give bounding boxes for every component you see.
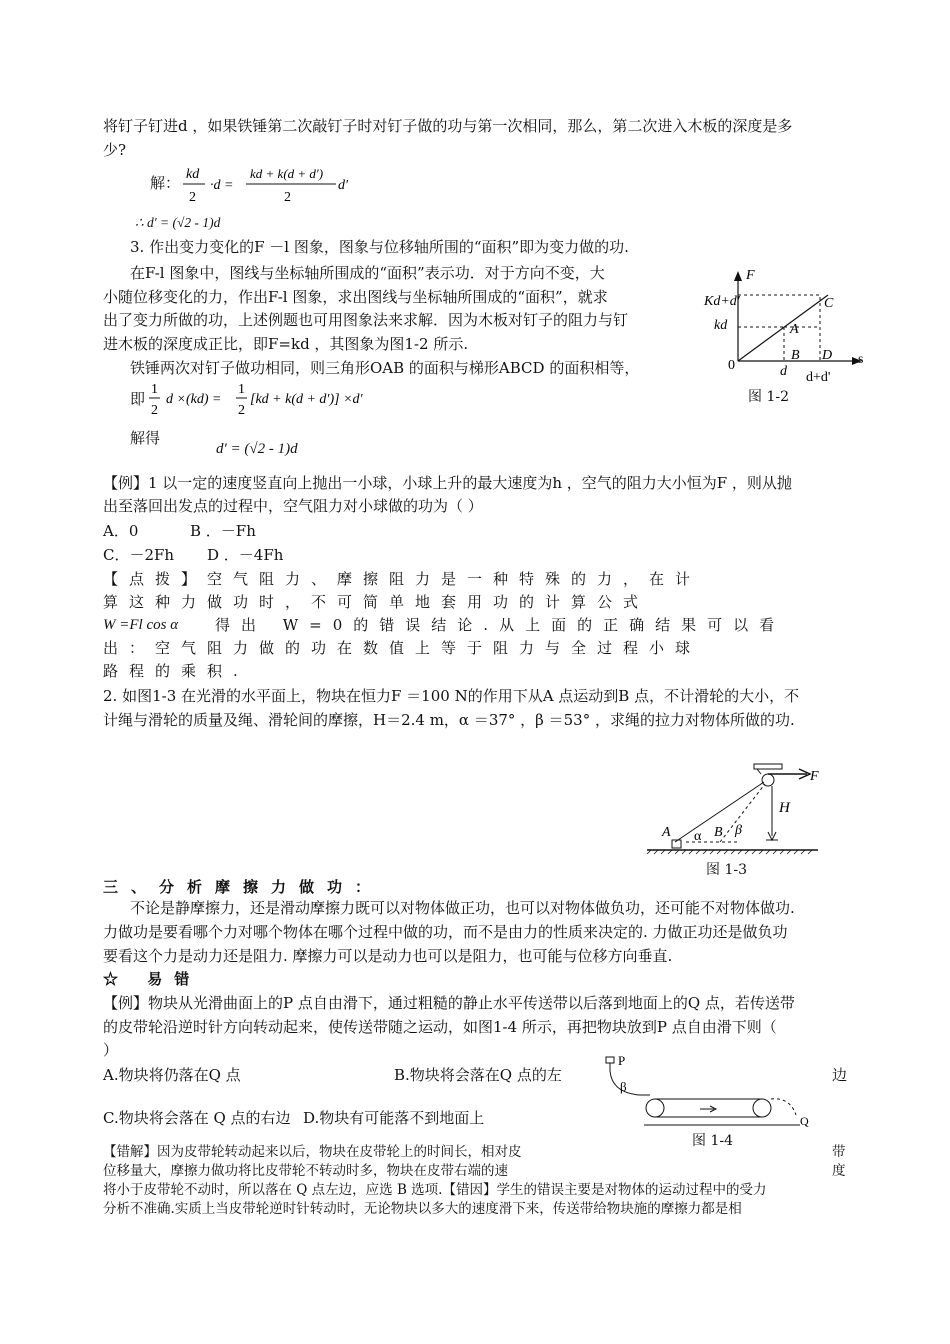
example-line: 计绳与滑轮的质量及绳、滑轮间的摩擦，H＝2.4 m，α ＝37° ，β ＝53° ，求绳的拉力对物体所做的功. — [103, 711, 795, 729]
fig13-beta: β — [735, 823, 742, 838]
figure-1-3-caption: 图 1-3 — [706, 862, 747, 878]
example-line: 出至落回出发点的过程中，空气阻力对小球做的功为（ ） — [103, 497, 483, 515]
error-line: 位移量大，摩擦力做功将比皮带轮不转动时多，物块在皮带右端的速 — [103, 1163, 508, 1179]
svg-text:d′: d′ — [338, 178, 349, 193]
error-line-tail: 带 — [832, 1144, 846, 1160]
problem-text-line: 将钉子钉进d ，如果铁锤第二次敲钉子时对钉子做的功与第一次相同，那么，第二次进入木板的深度是多 — [103, 117, 793, 135]
paragraph-line: 出了变力所做的功，上述例题也可用图象法来求解．因为木板对钉子的阻力与钉 — [103, 311, 629, 329]
svg-text:2: 2 — [238, 403, 245, 418]
svg-text:1: 1 — [151, 382, 158, 397]
svg-text:kd + k(d + d′): kd + k(d + d′) — [250, 166, 324, 181]
svg-text:2: 2 — [189, 190, 196, 205]
option-c: C．－2Fh — [103, 546, 175, 564]
fig13-B: B — [714, 825, 723, 840]
paragraph-line: 在F-l 图象中，图线与坐标轴所围成的“面积”表示功．对于方向不变，大 — [130, 264, 605, 282]
svg-text:[kd + k(d + d′)] ×d′: [kd + k(d + d′)] ×d′ — [250, 392, 363, 407]
solution-label: 解： — [150, 174, 181, 192]
svg-text:1: 1 — [238, 382, 245, 397]
fig14-Q: Q — [800, 1114, 809, 1128]
example-line: 的皮带轮沿逆时针方向转动起来，使传送带随之运动，如图1-4 所示，再把物块放到P 点自由滑下则（ — [103, 1018, 777, 1036]
tip-line: 路程的乘积. — [103, 662, 249, 680]
section-heading: 三、分析摩擦力做功： — [103, 878, 384, 896]
fig12-kd: kd — [714, 318, 728, 333]
tip-line: 得出 W=0的错误结论.从上面的正确结果可以看 — [215, 616, 786, 634]
example-line: 【例】物块从光滑曲面上的P 点自由滑下，通过粗糙的静止水平传送带以后落到地面上的Q 点，若传送带 — [103, 994, 795, 1012]
fig13-A: A — [662, 825, 671, 840]
option-b-tail: 边 — [832, 1066, 848, 1084]
svg-text:kd: kd — [186, 167, 200, 182]
error-line: 将小于皮带轮不动时，所以落在 Q 点左边，应选 B 选项.【错因】学生的错误主要是对物体的运动过程中的受力 — [103, 1182, 767, 1198]
example-line: 2. 如图1-3 在光滑的水平面上，物块在恒力F ＝100 N的作用下从A 点运动到B 点，不计滑轮的大小，不 — [103, 687, 800, 705]
tip-line: 出：空气阻力做的功在数值上等于阻力与全过程小球 — [103, 639, 702, 657]
paragraph-line: 不论是静摩擦力，还是滑动摩擦力既可以对物体做正功，也可以对物体做负功，还可能不对物体做功. — [130, 899, 795, 917]
svg-text:d ×(kd) =: d ×(kd) = — [166, 392, 222, 407]
figure-1-4-caption: 图 1-4 — [692, 1133, 733, 1149]
therefore-line: ∴ d′ = (√2 - 1)d — [135, 215, 221, 230]
option-a: A．0 — [103, 522, 139, 540]
option-d: D ．－4Fh — [207, 546, 284, 564]
fig12-B: B — [791, 348, 800, 363]
example-line: 【例】1 以一定的速度竖直向上抛出一小球，小球上升的最大速度为h ，空气的阻力大小恒为F ，则从抛 — [103, 474, 792, 492]
svg-text:2: 2 — [151, 403, 158, 418]
svg-text:2: 2 — [284, 190, 291, 205]
fig12-A: A — [790, 322, 799, 337]
solution-equation — [180, 160, 370, 210]
option-d: D.物块有可能落不到地面上 — [303, 1109, 485, 1127]
result-label: 解得 — [130, 429, 161, 447]
error-line: 【错解】因为皮带轮转动起来以后，物块在皮带轮上的时间长，相对皮 — [103, 1144, 522, 1160]
option-a: A.物块将仍落在Q 点 — [103, 1066, 241, 1084]
option-c: C.物块将会落在 Q 点的右边 — [103, 1109, 291, 1127]
fig13-alpha: α — [694, 829, 702, 844]
fig13-F: F — [810, 769, 819, 784]
fig12-origin: 0 — [728, 358, 735, 373]
paragraph-line: 小随位移变化的力，作出F-l 图象，求出图线与坐标轴所围成的“面积”，就求 — [103, 288, 608, 306]
fig12-d: d — [780, 364, 787, 379]
figure-1-2 — [700, 265, 880, 405]
error-line-tail: 度 — [832, 1163, 846, 1179]
paragraph-line: 力做功是要看哪个力对哪个物体在哪个过程中做的功，而不是由力的性质来决定的. 力做正功还是做负功 — [103, 923, 788, 941]
fig12-s: s — [858, 352, 864, 367]
figure-1-2-caption: 图 1-2 — [748, 389, 789, 405]
example-line: ） — [103, 1041, 119, 1059]
svg-text:·d =: ·d = — [210, 178, 234, 193]
tip-formula: W =Fl cos α — [103, 617, 179, 633]
paragraph-line: 铁锤两次对钉子做功相同，则三角形OAB 的面积与梯形ABCD 的面积相等， — [130, 359, 640, 377]
equation-prefix: 即 — [130, 390, 146, 408]
fig14-beta: β — [620, 1079, 627, 1094]
section-heading: 3. 作出变力变化的F －l 图象，图象与位移轴所围的“面积”即为变力做的功. — [130, 238, 629, 256]
tip-line: 算这种力做功时，不可简单地套用功的计算公式 — [103, 593, 650, 611]
error-prone-heading: ☆ 易错 — [103, 970, 202, 988]
fig12-D: D — [822, 348, 833, 363]
fig12-F: F — [746, 268, 755, 283]
result-equation: d′ = (√2 - 1)d — [216, 441, 298, 457]
figure-1-3 — [642, 760, 832, 860]
paragraph-line: 进木板的深度成正比，即F=kd ，其图象为图1-2 所示. — [103, 335, 469, 353]
option-b: B.物块将会落在Q 点的左 — [394, 1066, 562, 1084]
problem-text-line: 少? — [103, 141, 127, 159]
area-equation — [148, 376, 418, 426]
fig14-P: P — [618, 1053, 626, 1068]
fig13-H: H — [779, 800, 790, 816]
fig12-kdd: Kd+d' — [704, 294, 740, 309]
paragraph-line: 要看这个力是动力还是阻力. 摩擦力可以是动力也可以是阻力，也可能与位移方向垂直. — [103, 947, 673, 965]
figure-1-4 — [600, 1053, 820, 1133]
error-line: 分析不准确.实质上当皮带轮逆时针转动时，无论物块以多大的速度滑下来，传送带给物块施的摩擦力都是相 — [103, 1201, 742, 1217]
tip-line: 【点拨】空气阻力、摩擦阻力是一种特殊的力，在计 — [103, 570, 702, 588]
option-b: B ．－Fh — [190, 522, 256, 540]
fig12-C: C — [824, 296, 834, 311]
fig12-ddp: d+d' — [806, 370, 831, 385]
